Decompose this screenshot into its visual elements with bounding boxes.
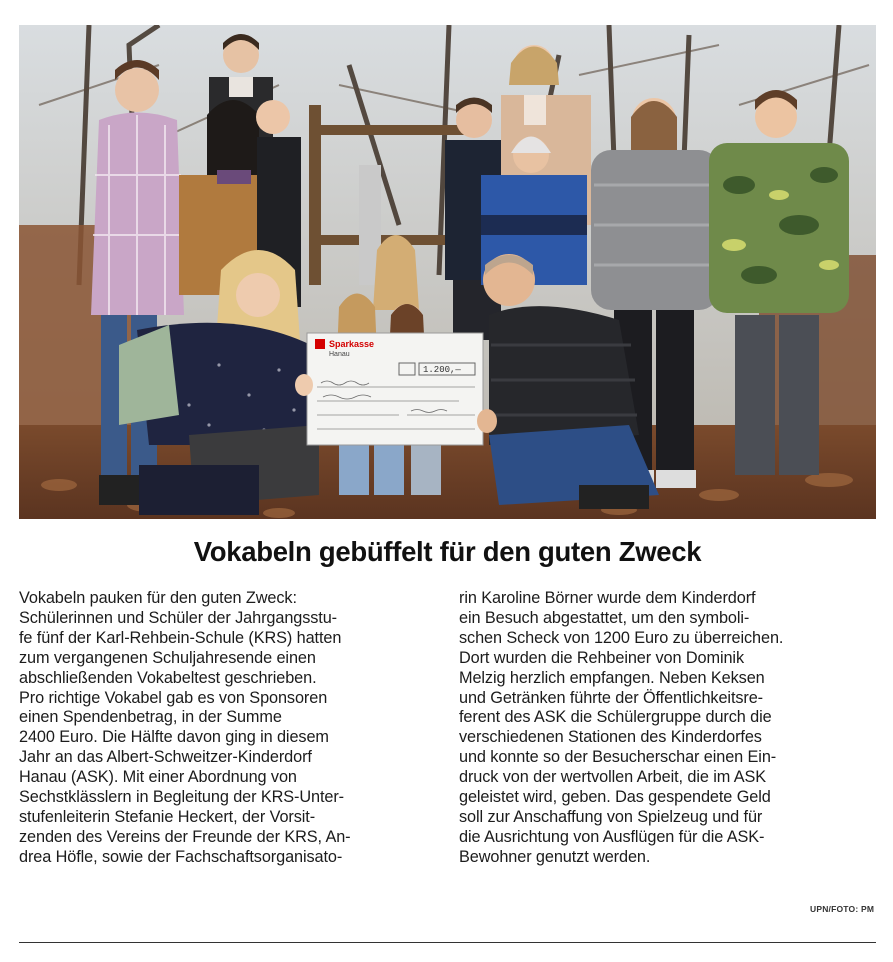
body-line: zenden des Vereins der Freunde der KRS, An-: [19, 827, 351, 846]
body-line: Jahr an das Albert-Schweitzer-Kinderdorf: [19, 748, 312, 767]
body-line: Sechstklässlern in Begleitung der KRS-Unter-: [19, 788, 344, 807]
body-line: abschließenden Vokabeltest geschrieben.: [19, 668, 317, 687]
body-line: Hanau (ASK). Mit einer Abordnung von: [19, 768, 297, 787]
body-line: und Getränken führte der Öffentlichkeitsre-: [459, 688, 764, 707]
photo-credit: UPN/FOTO: PM: [810, 904, 875, 914]
donation-check: [307, 333, 483, 445]
body-line: Bewohner genutzt werden.: [459, 847, 651, 866]
article-body-left-column: [19, 589, 447, 868]
body-line: rin Karoline Börner wurde dem Kinderdorf: [459, 589, 756, 607]
body-line: die Ausrichtung von Ausflügen für die ASK-: [459, 827, 765, 846]
check-bank-city: Hanau: [329, 351, 350, 358]
body-line: 2400 Euro. Die Hälfte davon ging in diesem: [19, 728, 329, 747]
body-line: ein Besuch abgestattet, um den symboli-: [459, 608, 750, 627]
body-line: Vokabeln pauken für den guten Zweck:: [19, 589, 297, 607]
body-line: Schülerinnen und Schüler der Jahrgangsstu-: [19, 608, 338, 627]
article-photo: [19, 25, 876, 519]
body-line: ferent des ASK die Schülergruppe durch die: [459, 708, 772, 727]
check-bank-name: Sparkasse: [329, 339, 375, 349]
article-headline: Vokabeln gebüffelt für den guten Zweck: [193, 536, 702, 567]
body-line: zum vergangenen Schuljahresende einen: [19, 648, 316, 667]
body-line: und konnte so der Besucherschar einen Ein-: [459, 748, 777, 767]
body-line: druck von der wertvollen Arbeit, die im ASK: [459, 768, 766, 787]
body-line: Melzig herzlich empfangen. Neben Keksen: [459, 668, 765, 687]
body-line: stufenleiterin Stefanie Heckert, der Vorsit-: [19, 807, 316, 826]
body-line: schen Scheck von 1200 Euro zu überreichen.: [459, 628, 784, 647]
body-line: geleistet wird, geben. Das gespendete Geld: [459, 788, 771, 807]
body-line: Dort wurden die Rehbeiner von Dominik: [459, 648, 744, 667]
body-line: verschiedenen Stationen des Kinderdorfes: [459, 728, 762, 747]
body-line: fe fünf der Karl-Rehbein-Schule (KRS) hatten: [19, 628, 342, 647]
body-line: drea Höfle, sowie der Fachschaftsorganisato-: [19, 847, 343, 866]
article-body-right-column: [459, 589, 879, 868]
body-line: soll zur Anschaffung von Spielzeug und für: [459, 807, 763, 826]
body-line: Pro richtige Vokabel gab es von Sponsoren: [19, 688, 328, 707]
body-line: einen Spendenbetrag, in der Summe: [19, 708, 282, 727]
check-amount: 1.200,—: [423, 365, 461, 375]
bottom-divider: [19, 942, 876, 943]
group-photo-illustration: [19, 25, 876, 519]
